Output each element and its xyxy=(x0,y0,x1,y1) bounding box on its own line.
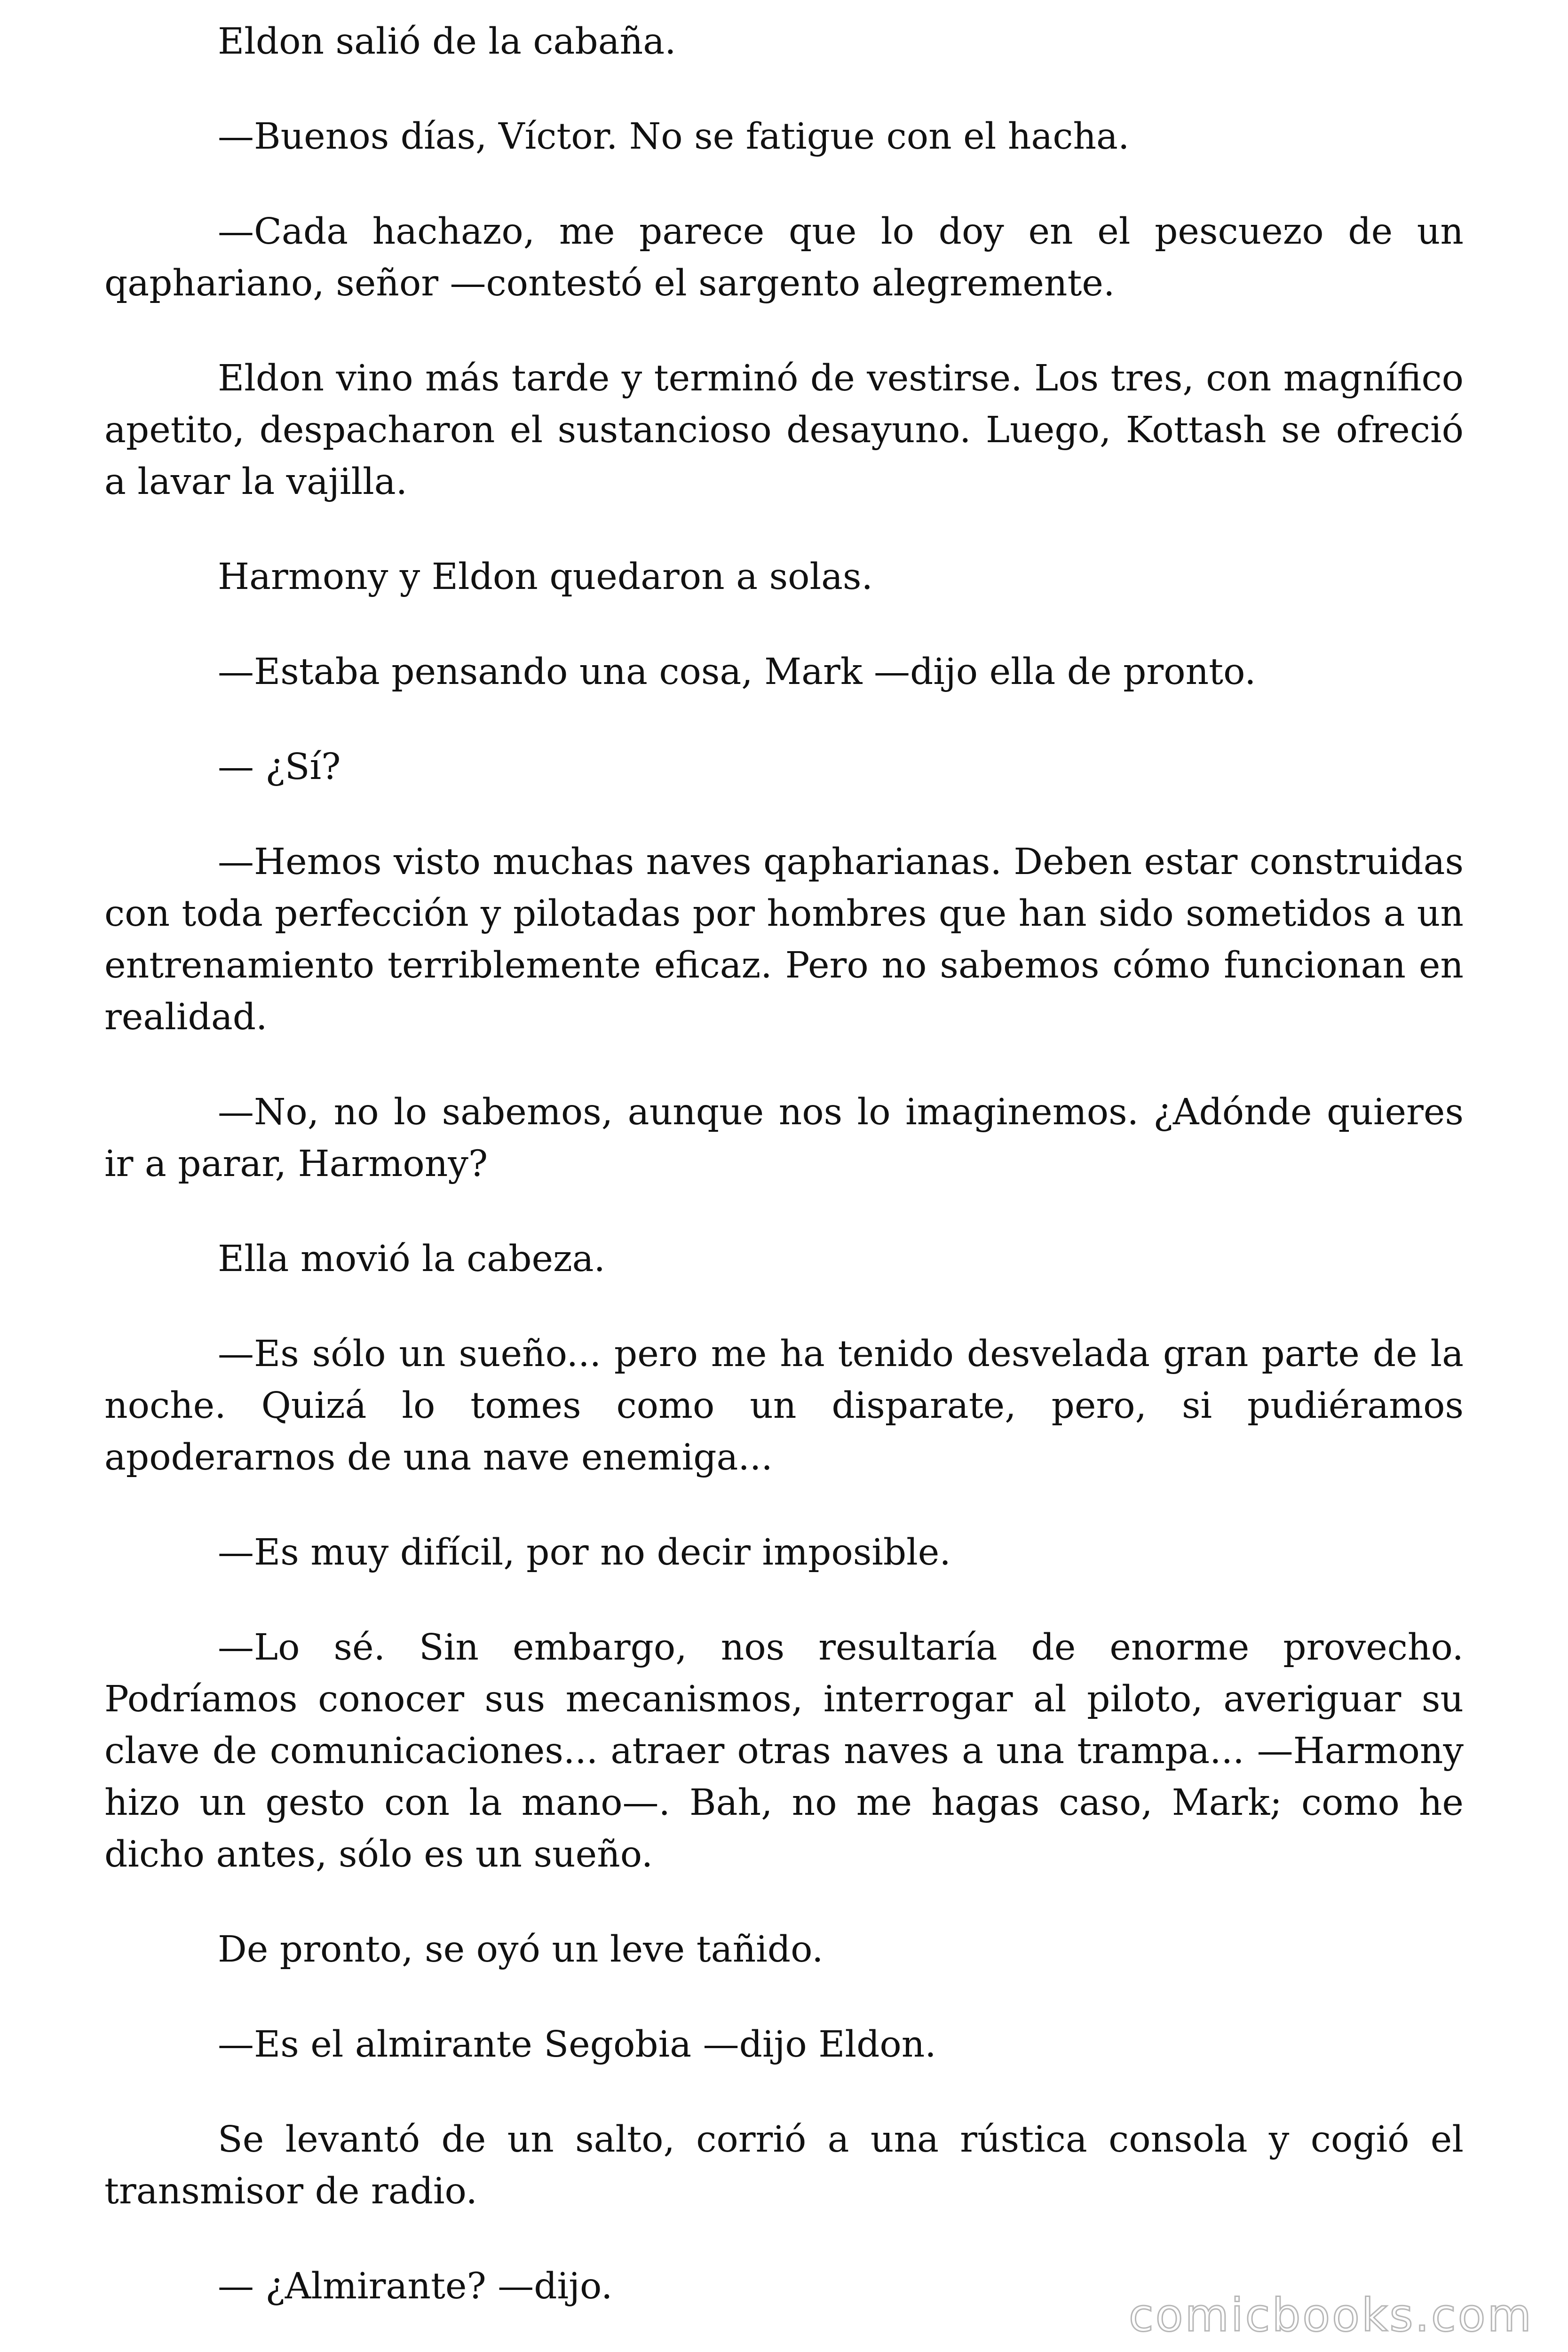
paragraph: —Lo sé. Sin embargo, nos resultaría de enorme provecho. Podríamos conocer sus mecanismos, interrogar al piloto, averiguar su clave de comunicaciones... atraer otras naves a una trampa... —Harmony hizo un gesto con la mano—. Bah, no me hagas caso, Mark; como he dicho antes, sólo es un sueño. xyxy=(104,1627,1464,1875)
paragraph: Se levantó de un salto, corrió a una rústica consola y cogió el transmisor de radio. xyxy=(104,2119,1464,2212)
paragraph: Ella movió la cabeza. xyxy=(218,1238,606,1280)
paragraph: —Es muy difícil, por no decir imposible. xyxy=(218,1532,951,1573)
paragraph: Harmony y Eldon quedaron a solas. xyxy=(218,556,873,598)
paragraph: —Es el almirante Segobia —dijo Eldon. xyxy=(218,2024,936,2066)
watermark: comicbooks.com xyxy=(1128,2289,1533,2342)
paragraph: —No, no lo sabemos, aunque nos lo imaginemos. ¿Adónde quieres ir a parar, Harmony? xyxy=(104,1091,1464,1185)
paragraph: —Es sólo un sueño... pero me ha tenido desvelada gran parte de la noche. Quizá lo tomes como un disparate, pero, si pudiéramos apoderarnos de una nave enemiga... xyxy=(104,1333,1464,1478)
paragraph: De pronto, se oyó un leve tañido. xyxy=(218,1929,824,1971)
paragraph: — ¿Sí? xyxy=(218,746,341,788)
paragraph: —Hemos visto muchas naves qapharianas. Deben estar construidas con toda perfección y pilotadas por hombres que han sido sometidos a un entrenamiento terriblemente eficaz. Pero no sabemos cómo funcionan en realidad. xyxy=(104,841,1464,1038)
paragraph: —Estaba pensando una cosa, Mark —dijo ella de pronto. xyxy=(218,651,1256,693)
paragraph: Eldon vino más tarde y terminó de vestirse. Los tres, con magnífico apetito, despacharon el sustancioso desayuno. Luego, Kottash se ofreció a lavar la vajilla. xyxy=(104,358,1464,503)
paragraph: Eldon salió de la cabaña. xyxy=(218,21,676,63)
paragraph: — ¿Almirante? —dijo. xyxy=(218,2265,613,2307)
book-page xyxy=(104,0,1464,2352)
paragraph: —Buenos días, Víctor. No se fatigue con el hacha. xyxy=(218,116,1130,158)
paragraph: —Cada hachazo, me parece que lo doy en el pescuezo de un qaphariano, señor —contestó el sargento alegremente. xyxy=(104,211,1464,304)
